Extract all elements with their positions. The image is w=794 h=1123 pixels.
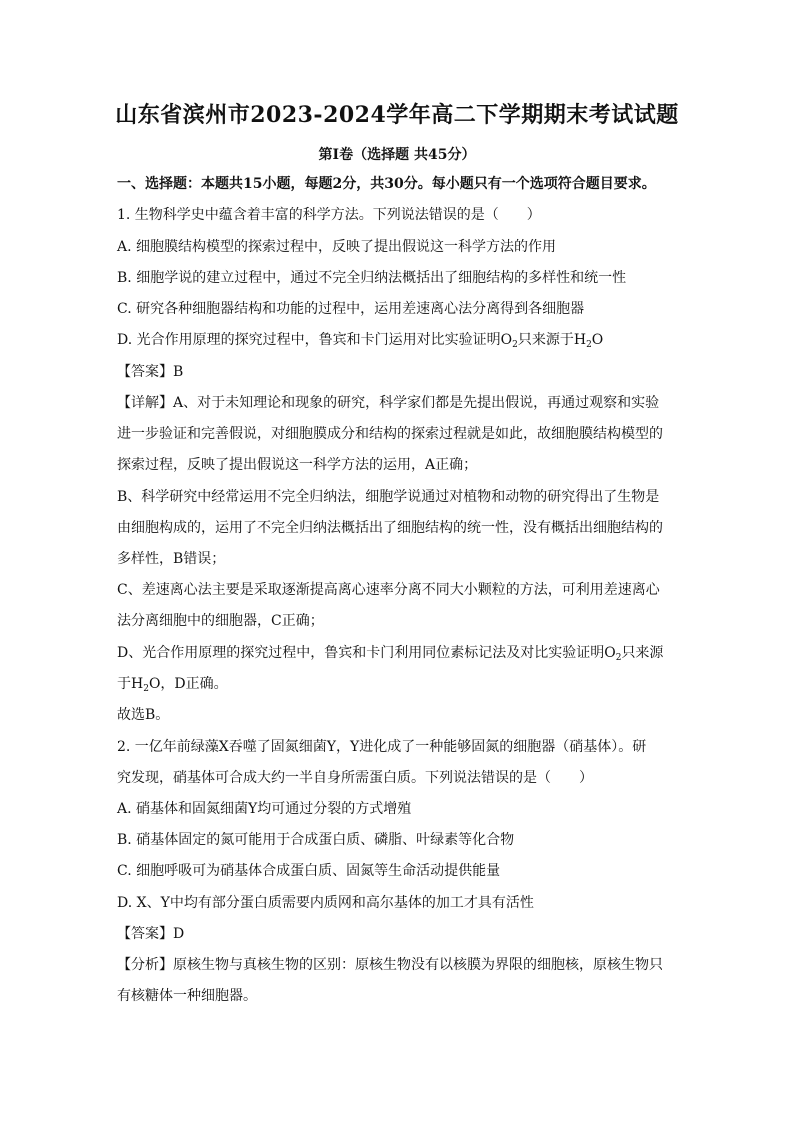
explanation-conclusion: 故选B。: [117, 707, 170, 723]
option-d-text-1: D. 光合作用原理的探究过程中，鲁宾和卡门运用对比实验证明O: [117, 332, 513, 348]
explanation-line: 探索过程，反映了提出假说这一科学方法的运用，A正确；: [117, 457, 478, 473]
question-1-stem: 1. 生物科学史中蕴含着丰富的科学方法。下列说法错误的是（ ）: [117, 207, 541, 223]
question-2-stem: 2. 一亿年前绿藻X吞噬了固氮细菌Y，Y进化成了一种能够固氮的细胞器（硝基体）。研: [117, 739, 647, 755]
question-1-answer: 【答案】B: [117, 364, 184, 380]
explanation-text: 于H: [117, 676, 144, 692]
question-1-option-d: [117, 330, 677, 355]
subscript: 2: [143, 684, 149, 694]
explanation-line: 法分离细胞中的细胞器，C正确；: [117, 613, 324, 629]
question-2-option-b: B. 硝基体固定的氮可能用于合成蛋白质、磷脂、叶绿素等化合物: [117, 832, 515, 848]
question-2-option-c: C. 细胞呼吸可为硝基体合成蛋白质、固氮等生命活动提供能量: [117, 863, 501, 879]
section-subtitle: 第Ⅰ卷（选择题 共45分）: [318, 147, 476, 163]
explanation-line: 进一步验证和完善假说，对细胞膜成分和结构的探索过程就是如此，故细胞膜结构模型的: [117, 426, 663, 442]
question-2-stem: 究发现，硝基体可合成大约一半自身所需蛋白质。下列说法错误的是（ ）: [117, 770, 593, 786]
page-title: 山东省滨州市2023-2024学年高二下学期期末考试试题: [115, 102, 679, 128]
subscript: 2: [615, 653, 622, 663]
question-2-option-a: A. 硝基体和固氮细菌Y均可通过分裂的方式增殖: [117, 801, 412, 817]
explanation-line: 由细胞构成的，运用了不完全归纳法概括出了细胞结构的统一性，没有概括出细胞结构的: [117, 520, 663, 536]
subscript: 2: [512, 340, 518, 350]
option-d-text-2: 只来源于H: [517, 332, 587, 348]
analysis-line: 【分析】原核生物与真核生物的区别：原核生物没有以核膜为界限的细胞核，原核生物只: [117, 957, 663, 973]
subscript: 2: [586, 340, 592, 350]
analysis-line: 有核糖体一种细胞器。: [117, 988, 257, 1004]
section-heading: 一、选择题：本题共15小题，每题2分，共30分。每小题只有一个选项符合题目要求。: [117, 176, 656, 192]
option-d-text-3: O: [591, 332, 604, 348]
explanation-line: B、科学研究中经常运用不完全归纳法，细胞学说通过对植物和动物的研究得出了生物是: [117, 489, 660, 505]
explanation-line: [117, 674, 677, 699]
explanation-line: C、差速离心法主要是采取逐渐提高离心速率分离不同大小颗粒的方法，可利用差速离心: [117, 582, 660, 598]
question-1-option-b: B. 细胞学说的建立过程中，通过不完全归纳法概括出了细胞结构的多样性和统一性: [117, 270, 627, 286]
explanation-line: 【详解】A、对于未知理论和现象的研究，科学家们都是先提出假说，再通过观察和实验: [117, 395, 660, 411]
explanation-text: O，D正确。: [148, 676, 228, 692]
question-2-option-d: D. X、Y中均有部分蛋白质需要内质网和高尔基体的加工才具有活性: [117, 895, 534, 911]
question-2-answer: 【答案】D: [117, 926, 185, 942]
question-1-option-c: C. 研究各种细胞器结构和功能的过程中，运用差速离心法分离得到各细胞器: [117, 301, 585, 317]
explanation-line: 多样性，B错误；: [117, 551, 226, 567]
explanation-text: 只来源: [621, 645, 664, 661]
explanation-line: [117, 643, 677, 668]
explanation-text: D、光合作用原理的探究过程中，鲁宾和卡门利用同位素标记法及对比实验证明O: [117, 645, 616, 661]
question-1-option-a: A. 细胞膜结构模型的探索过程中，反映了提出假说这一科学方法的作用: [117, 239, 557, 255]
